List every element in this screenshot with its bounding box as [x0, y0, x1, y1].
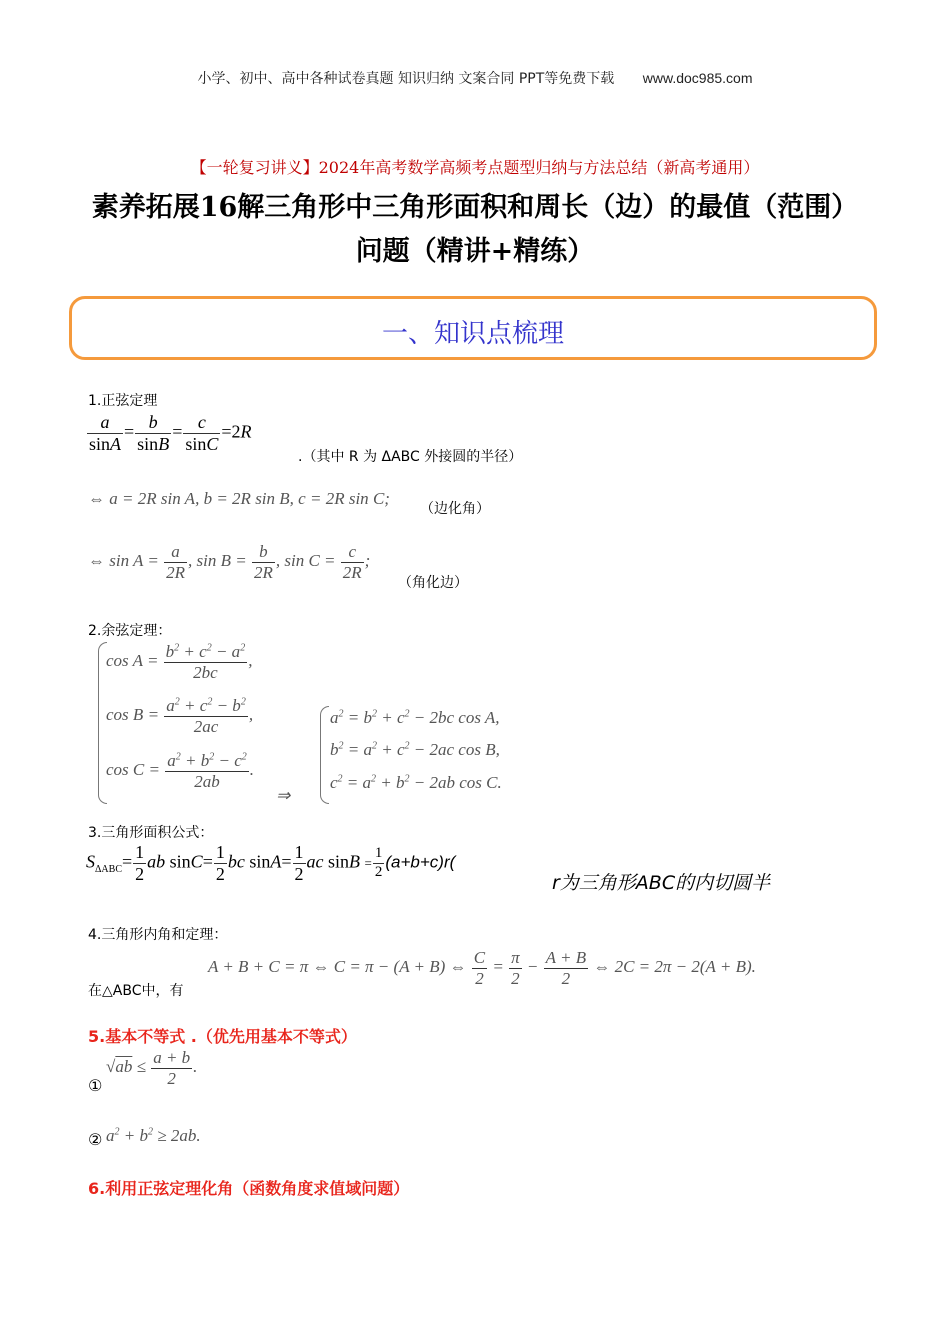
sine-law-formula: $\frac{a}{\sin A}$ = $\frac{b}{\sin B}$ = $\frac{c}{\sin C}$ =2R — [89, 412, 252, 454]
sine-law-heading: 1.正弦定理 — [88, 393, 158, 409]
ineq-formula-1: √ab ≤ $\frac{a + b}{2}$ . — [106, 1048, 198, 1088]
right-brace — [320, 706, 329, 804]
angle-sum-heading: 4.三角形内角和定理： — [88, 927, 228, 943]
ineq-formula-2: $a^2 + b^2 \ge 2ab$. — [106, 1126, 201, 1145]
header-text: 小学、初中、高中各种试卷真题 知识归纳 文案合同 PPT等免费下载 — [197, 71, 615, 87]
area-formula: $S_{\Delta ABC}=$ $\frac{1}{2}$ ab sinC= $\frac{1}{2}$ bc sinA= $\frac{1}{2}$ ac sinB = $\frac{1}{2}$ (a+b+c)r( — [86, 842, 456, 884]
angle-sum-formula: A + B + C = π ⇔ C = π − (A + B) ⇔ $\frac{C}{2}$ = $\frac{\pi}{2}$ − $\frac{A + B}{2}$ ⇔ 2C = 2π − 2(A + B). — [208, 948, 756, 988]
section-title: 一、知识点梳理 — [381, 319, 564, 349]
implies-arrow: ⇒ — [276, 786, 291, 805]
cosine-formula-c2: $c^2 = a^2 + b^2 - 2ab$ cos C. — [330, 773, 502, 792]
ineq-mark-1: ① — [88, 1076, 103, 1095]
cosine-formula-b2: $b^2 = a^2 + c^2 - 2ac$ cos B, — [330, 740, 500, 759]
ineq-mark-2: ② — [88, 1130, 103, 1149]
cosine-formula-b: cos B = $\frac{a^2 + c^2 - b^2}{2ac}$ , — [106, 696, 254, 736]
angle-to-edge-note: （角化边） — [398, 575, 468, 591]
page-header — [0, 68, 950, 88]
cosine-formula-c: cos C = $\frac{a^2 + b^2 - c^2}{2ab}$ . — [106, 751, 255, 791]
sine-law-note: .（其中 R 为 ΔABC 外接圆的半径） — [298, 449, 523, 465]
header-site[interactable]: www.doc985.com — [642, 70, 753, 86]
cosine-formula-a2: $a^2 = b^2 + c^2 - 2bc$ cos A, — [330, 708, 500, 727]
page-title: 素养拓展16解三角形中三角形面积和周长（边）的最值（范围）问题（精讲+精练） — [91, 192, 859, 267]
cosine-formula-a: cos A = $\frac{b^2 + c^2 - a^2}{2bc}$ , — [106, 642, 253, 682]
subtitle: 【一轮复习讲义】2024年高考数学高频考点题型归纳与方法总结（新高考通用） — [190, 158, 760, 177]
angle-to-edge-formula: ⇔ sin A = $\frac{a}{2R}$ , sin B = $\frac{b}{2R}$ , sin C = $\frac{c}{2R}$ ; — [88, 542, 371, 582]
area-tail: r为三角形ABC的内切圆半 — [552, 872, 771, 894]
area-heading: 3.三角形面积公式： — [88, 825, 214, 841]
angle-sum-prefix: 在△ABC中，有 — [88, 983, 184, 999]
inequality-heading: 5.基本不等式 .（优先用基本不等式） — [88, 1027, 357, 1046]
cosine-law-heading: 2.余弦定理： — [88, 623, 172, 639]
edge-to-angle-note: （边化角） — [420, 501, 490, 517]
section-box — [69, 296, 877, 360]
edge-to-angle-formula: ⇔ a = 2R sin A, b = 2R sin B, c = 2R sin C; — [88, 489, 390, 508]
method6-heading: 6.利用正弦定理化角（函数角度求值域问题） — [88, 1179, 410, 1198]
